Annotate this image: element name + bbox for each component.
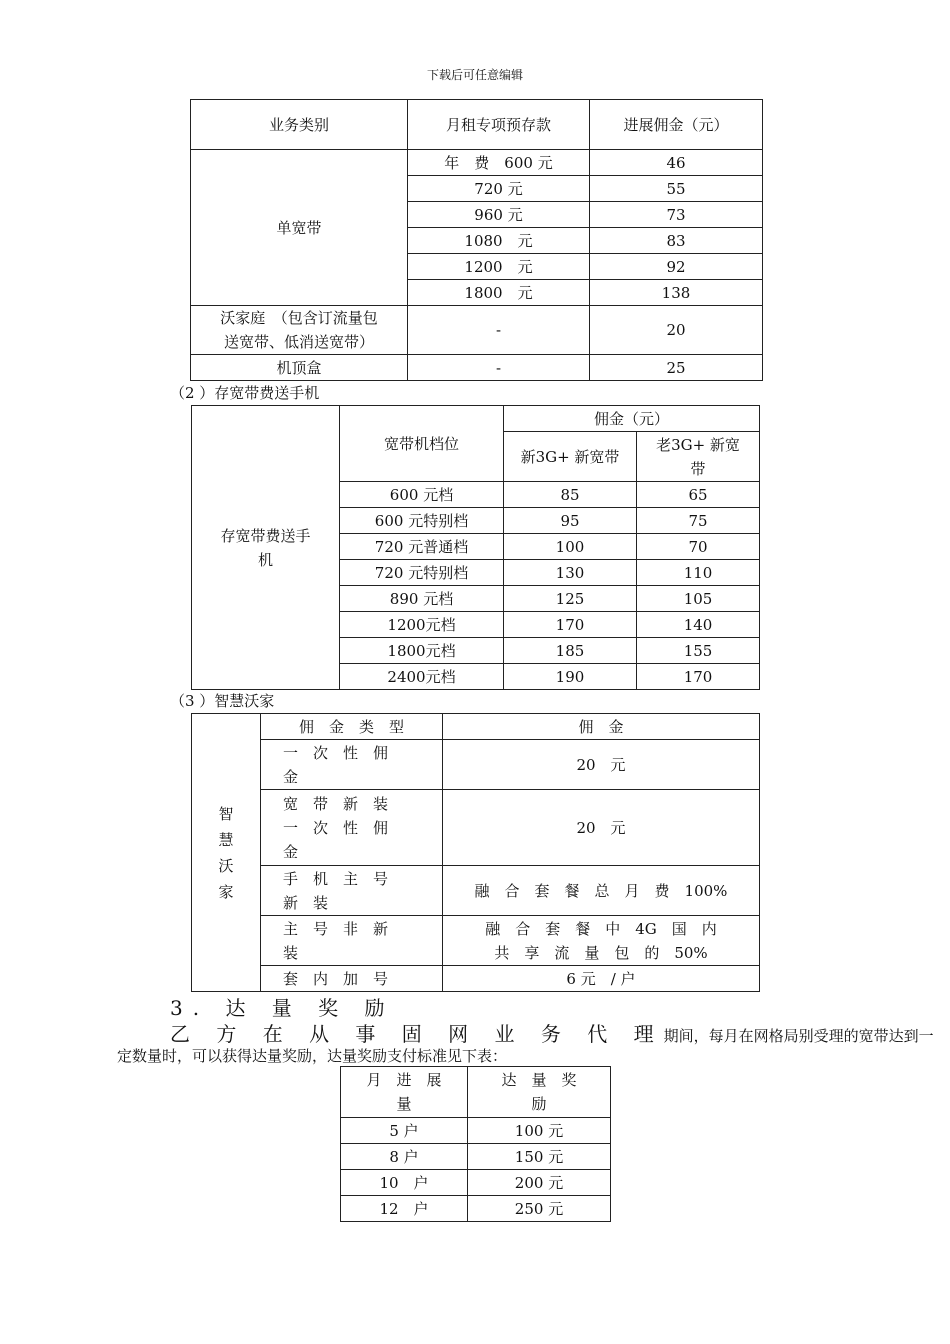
type-line: 金 (283, 767, 299, 786)
old-cell: 155 (637, 638, 760, 664)
type-cell (261, 790, 443, 866)
header-tier: 宽带机档位 (340, 406, 504, 482)
volume-cell: 5 户 (341, 1118, 468, 1144)
deposit-cell: - (408, 306, 590, 355)
old-cell: 110 (637, 560, 760, 586)
header-old-line: 老3G+ 新宽 (656, 435, 740, 454)
header-commission: 进展佣金（元） (590, 100, 763, 150)
deposit-cell: 1080 元 (408, 228, 590, 254)
old-cell: 65 (637, 482, 760, 508)
type-line: 金 (283, 842, 299, 861)
phone-bundle-table (191, 405, 760, 690)
deposit-cell: - (408, 355, 590, 381)
paragraph-line-2: 定数量时，可以获得达量奖励，达量奖励支付标准见下表： (117, 1047, 508, 1065)
new-cell: 130 (504, 560, 637, 586)
group-label: 单宽带 (191, 150, 408, 306)
value-line: 共 享 流 量 包 的 50% (494, 943, 708, 962)
new-cell: 125 (504, 586, 637, 612)
tier-cell: 1800元档 (340, 638, 504, 664)
type-line: 一 次 性 佣 (283, 743, 389, 762)
deposit-cell: 960 元 (408, 202, 590, 228)
tier-cell: 2400元档 (340, 664, 504, 690)
header-line: 量 (396, 1095, 412, 1113)
category-cell: 机顶盒 (191, 355, 408, 381)
header-commission: 佣金（元） (504, 406, 760, 432)
reward-cell: 100 元 (468, 1118, 611, 1144)
type-line: 宽 带 新 装 (283, 794, 389, 813)
paragraph-emphasis: 乙 方 在 从 事 固 网 业 务 代 理 (170, 1022, 664, 1046)
old-cell: 75 (637, 508, 760, 534)
section-2-label: （2 ）存宽带费送手机 (170, 384, 320, 402)
group-char: 沃 (218, 856, 234, 875)
commission-cell: 92 (590, 254, 763, 280)
value-cell: 20 元 (443, 740, 760, 790)
type-line: 手 机 主 号 (283, 869, 389, 888)
tier-cell: 600 元特别档 (340, 508, 504, 534)
smart-home-table (191, 713, 760, 992)
tier-cell: 720 元特别档 (340, 560, 504, 586)
group-char: 家 (218, 882, 234, 901)
section-heading: 3. 达 量 奖 励 (170, 996, 395, 1020)
value-cell: 6 元 / 户 (443, 966, 760, 992)
new-cell: 190 (504, 664, 637, 690)
group-label (192, 714, 261, 992)
reward-cell: 150 元 (468, 1144, 611, 1170)
header-note: 下载后可任意编辑 (426, 68, 523, 82)
volume-cell: 10 户 (341, 1170, 468, 1196)
type-line: 装 (283, 943, 299, 962)
type-line: 一 次 性 佣 (283, 818, 389, 837)
value-cell (443, 916, 760, 966)
tier-cell: 600 元档 (340, 482, 504, 508)
header-line: 月 进 展 (366, 1071, 442, 1089)
type-line: 新 装 (283, 893, 329, 912)
category-line: 沃家庭 （包含订流量包 (220, 309, 378, 327)
value-line: 融 合 套 餐 中 4G 国 内 (485, 919, 717, 938)
volume-cell: 12 户 (341, 1196, 468, 1222)
type-cell (261, 740, 443, 790)
header-type: 佣 金 类 型 (261, 714, 443, 740)
old-cell: 140 (637, 612, 760, 638)
type-cell (261, 866, 443, 916)
group-label-line: 机 (257, 550, 273, 569)
header-old-line: 带 (690, 459, 706, 478)
old-cell: 70 (637, 534, 760, 560)
commission-cell: 83 (590, 228, 763, 254)
type-line: 主 号 非 新 (283, 919, 389, 938)
group-char: 慧 (218, 830, 234, 849)
paragraph (170, 1018, 934, 1047)
header-line: 励 (531, 1095, 547, 1113)
header-volume (341, 1067, 468, 1118)
deposit-cell: 年 费 600 元 (408, 150, 590, 176)
new-cell: 100 (504, 534, 637, 560)
type-cell (261, 916, 443, 966)
type-cell: 套 内 加 号 (261, 966, 443, 992)
deposit-cell: 1800 元 (408, 280, 590, 306)
group-label (192, 406, 340, 690)
header-commission: 佣 金 (443, 714, 760, 740)
commission-cell: 20 (590, 306, 763, 355)
group-label-line: 存宽带费送手 (220, 526, 311, 545)
tier-cell: 890 元档 (340, 586, 504, 612)
volume-reward-table (340, 1066, 611, 1222)
new-cell: 95 (504, 508, 637, 534)
commission-cell: 25 (590, 355, 763, 381)
category-line: 送宽带、低消送宽带） (223, 333, 374, 351)
deposit-cell: 720 元 (408, 176, 590, 202)
header-reward (468, 1067, 611, 1118)
deposit-cell: 1200 元 (408, 254, 590, 280)
new-cell: 170 (504, 612, 637, 638)
old-cell: 170 (637, 664, 760, 690)
old-cell: 105 (637, 586, 760, 612)
value-cell: 20 元 (443, 790, 760, 866)
commission-cell: 46 (590, 150, 763, 176)
group-char: 智 (218, 804, 234, 823)
header-line: 达 量 奖 (501, 1071, 577, 1089)
reward-cell: 200 元 (468, 1170, 611, 1196)
tier-cell: 720 元普通档 (340, 534, 504, 560)
header-old (637, 432, 760, 482)
broadband-commission-table (190, 99, 763, 381)
new-cell: 85 (504, 482, 637, 508)
tier-cell: 1200元档 (340, 612, 504, 638)
commission-cell: 55 (590, 176, 763, 202)
category-cell (191, 306, 408, 355)
section-3-label: （3 ）智慧沃家 (170, 692, 275, 710)
header-new: 新3G+ 新宽带 (504, 432, 637, 482)
value-cell: 融 合 套 餐 总 月 费 100% (443, 866, 760, 916)
commission-cell: 73 (590, 202, 763, 228)
new-cell: 185 (504, 638, 637, 664)
volume-cell: 8 户 (341, 1144, 468, 1170)
commission-cell: 138 (590, 280, 763, 306)
header-category: 业务类别 (191, 100, 408, 150)
reward-cell: 250 元 (468, 1196, 611, 1222)
paragraph-text: 期间，每月在网格局别受理的宽带达到一 (663, 1027, 934, 1045)
header-deposit: 月租专项预存款 (408, 100, 590, 150)
